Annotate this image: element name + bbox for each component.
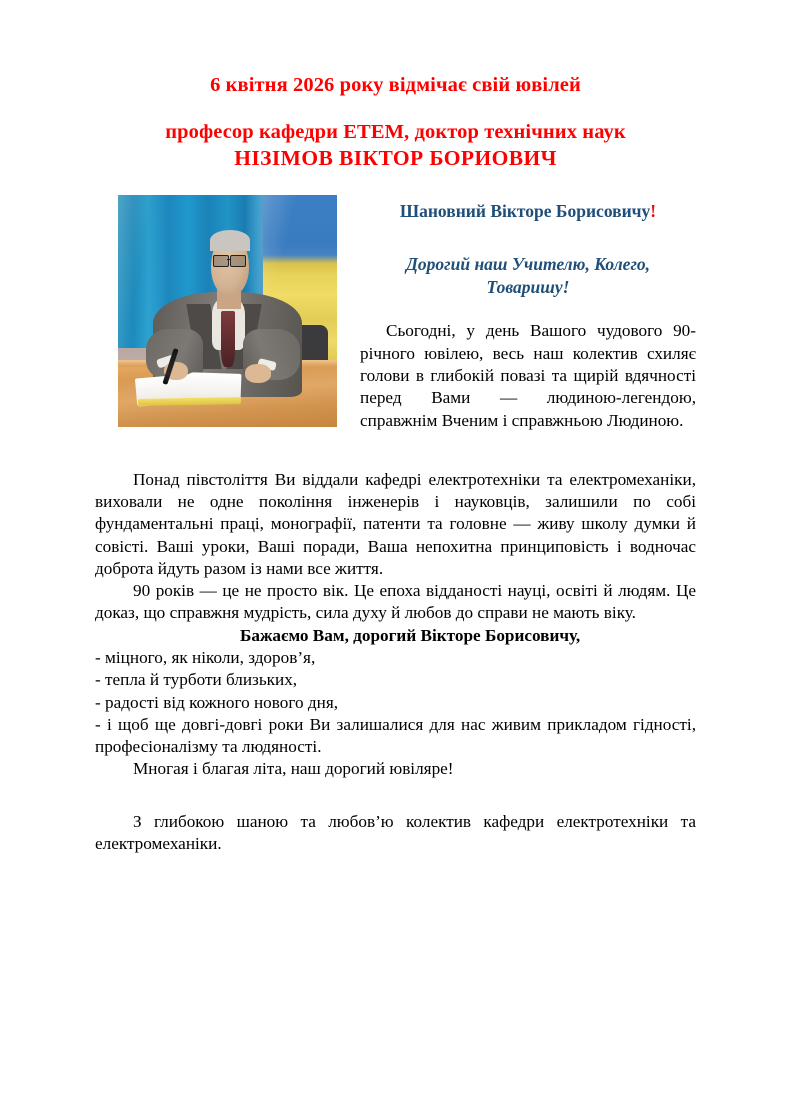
photo-grey-hair bbox=[210, 230, 251, 251]
photo-and-greeting-section bbox=[95, 195, 696, 443]
honoree-portrait-photo bbox=[118, 195, 337, 427]
body-paragraph-ninety-years: 90 років — це не просто вік. Це епоха відданості науці, освіті й людям. Це доказ, що справжня мудрість, сила духу й любов до справи не мають віку. bbox=[95, 581, 696, 623]
closing-signature-paragraph: З глибокою шаною та любов’ю колектив кафедри електротехніки та електромеханіки. bbox=[95, 811, 696, 853]
wishes-heading: Бажаємо Вам, дорогий Вікторе Борисовичу, bbox=[240, 625, 581, 645]
wish-item: - і щоб ще довгі-довгі роки Ви залишалися для нас живим прикладом гідності, професіоналізму та людяності. bbox=[95, 714, 696, 757]
document-header bbox=[95, 0, 696, 171]
photo-eyeglasses-right-lens bbox=[230, 255, 246, 267]
wish-item: - тепла й турботи близьких, bbox=[95, 670, 298, 690]
wish-item: - міцного, як ніколи, здоров’я, bbox=[95, 648, 316, 668]
greeting-dear-line-1: Дорогий наш Учителю, Колего, bbox=[405, 253, 651, 274]
closing-block bbox=[95, 811, 696, 856]
header-position-line: професор кафедри ЕТЕМ, доктор технічних наук bbox=[165, 120, 626, 143]
greeting-salutation bbox=[360, 201, 696, 222]
greeting-salutation-text: Шановний Вікторе Борисовичу bbox=[399, 200, 651, 221]
photo-necktie bbox=[221, 311, 235, 367]
greeting-column bbox=[360, 195, 696, 432]
greeting-intro-paragraph: Сьогодні, у день Вашого чудового 90-річного ювілею, весь наш колектив схиляє голови в глибокій повазі та щирій вдячності перед Вами — людиною-легендою, справжнім Вченим і справжньою Людиною. bbox=[360, 321, 696, 430]
photo-eyeglasses-left-lens bbox=[213, 255, 229, 267]
wish-item: - радості від кожного нового дня, bbox=[95, 692, 339, 712]
photo-right-hand bbox=[245, 364, 271, 383]
document-body bbox=[95, 469, 696, 855]
greeting-dear-teacher bbox=[360, 253, 696, 300]
header-anniversary-date-line: 6 квітня 2026 року відмічає свій ювілей bbox=[210, 74, 581, 96]
photo-eyeglasses-bridge bbox=[227, 259, 231, 260]
body-paragraph-career: Понад півстоліття Ви віддали кафедрі електротехніки та електромеханіки, виховали не одне покоління інженерів і науковців, залишили по собі фундаментальні праці, монографії, патенти та головне — живу школу думки й совісті. Ваші уроки, Ваші поради, Ваша непохитна принциповість і водночас доброта йдуть разом із нами все життя. bbox=[95, 469, 696, 578]
greeting-dear-line-2: Товаришу! bbox=[486, 277, 570, 298]
header-honoree-name: НІЗІМОВ ВІКТОР БОРИОВИЧ bbox=[234, 146, 557, 171]
body-paragraph-many-years: Многая і благая літа, наш дорогий ювіляре! bbox=[133, 759, 454, 779]
greeting-exclamation-mark: ! bbox=[650, 200, 657, 221]
